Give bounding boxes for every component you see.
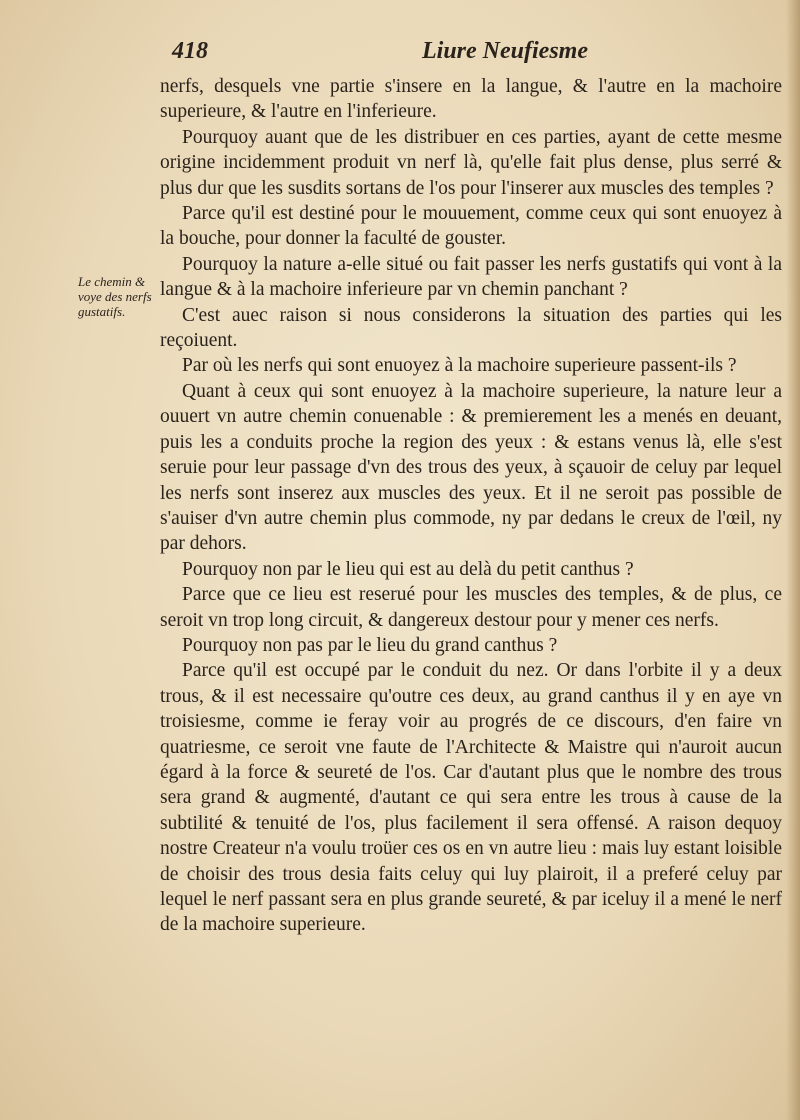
paragraph: Parce qu'il est occupé par le conduit du nez. Or dans l'orbite il y a deux trous, & il est necessaire qu'outre ces deux, au grand canthus il y en aye vn troisiesme, comme ie feray voir au progrés de ce discours, d'en faire vn quatriesme, ce seroit vne faute de l'Architecte & Maistre qui n'auroit aucun égard à la force & seureté de l'os. Car d'autant plus que le nombre des trous sera grand & augmenté, d'autant ce qui sera entre les trous à cause de la subtilité & tenuité de l'os, plus facilement il sera offensé. A raison dequoy nostre Createur n'a voulu troüer ces os en vn autre lieu : mais luy estant loisible de choisir des trous desia faits celuy qui luy plairoit, il a preferé celuy par lequel le nerf passant sera en plus grande seureté, & par iceluy il a mené le nerf de la machoire superieure. [160, 660, 782, 936]
paragraph: Pourquoy auant que de les distribuer en ces parties, ayant de cette mesme origine incidemment produit vn nerf là, qu'elle fait plus dense, plus serré & plus dur que les susdits sortans de l'os pour l'inserer aux muscles des temples ? [160, 126, 782, 199]
paragraph: Pourquoy non par le lieu qui est au delà du petit canthus ? [182, 558, 634, 580]
body-text [160, 74, 782, 938]
paragraph: Parce qu'il est destiné pour le mouuement, comme ceux qui sont enuoyez à la bouche, pour donner la faculté de gouster. [160, 203, 782, 250]
running-head: Liure Neufiesme [422, 38, 588, 64]
page-header [172, 38, 612, 68]
paragraph: Parce que ce lieu est reserué pour les muscles des temples, & de plus, ce seroit vn trop long circuit, & dangereux destour pour y mener ces nerfs. [160, 584, 782, 631]
paragraph: C'est auec raison si nous considerons la situation des parties qui les reçoiuent. [160, 304, 782, 352]
paragraph: Pourquoy non pas par le lieu du grand canthus ? [182, 634, 558, 656]
page-number: 418 [172, 38, 208, 64]
paragraph: Quant à ceux qui sont enuoyez à la machoire superieure, la nature leur a ouuert vn autre chemin conuenable : & premierement les a menés en deuant, puis les a conduits proche la region des yeux : & estans venus là, elle s'est seruie pour leur passage d'vn des trous des yeux, à sçauoir de celuy par lequel les nerfs sont inserez aux muscles des yeux. Et il ne seroit pas possible de s'auiser d'vn autre chemin plus commode, ny par dedans le creux de l'œil, ny par dehors. [160, 380, 782, 555]
paragraph: Par où les nerfs qui sont enuoyez à la machoire superieure passent-ils ? [182, 355, 737, 377]
margin-note: Le chemin & voye des nerfs gustatifs. [78, 274, 152, 319]
paragraph: nerfs, desquels vne partie s'insere en la langue, & l'autre en la machoire superieure, & l'autre en l'inferieure. [160, 76, 782, 123]
paragraph: Pourquoy la nature a-elle situé ou fait passer les nerfs gustatifs qui vont à la langue & à la machoire inferieure par vn chemin panchant ? [160, 253, 782, 301]
